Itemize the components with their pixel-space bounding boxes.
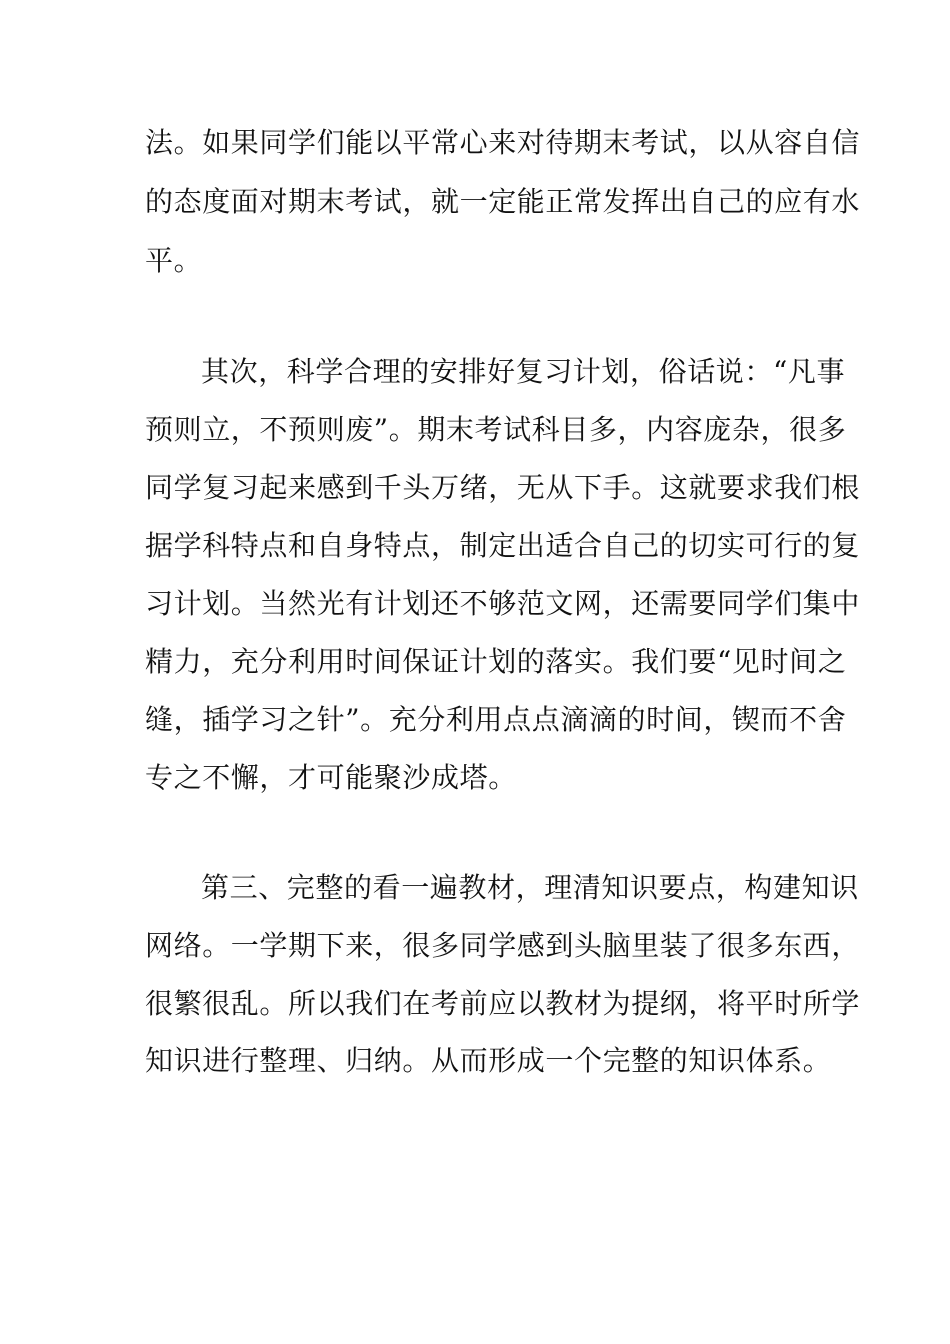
text-line: 专之不懈，才可能聚沙成塔。 bbox=[145, 761, 517, 794]
text-line: 网络。一学期下来，很多同学感到头脑里装了很多东西， bbox=[145, 929, 861, 962]
text-line: 据学科特点和自身特点，制定出适合自己的切实可行的复 bbox=[145, 529, 861, 562]
text-line: 知识进行整理、归纳。从而形成一个完整的知识体系。 bbox=[145, 1044, 832, 1077]
text-line: 精力，充分利用时间保证计划的落实。我们要“见时间之 bbox=[145, 645, 847, 678]
text-line: 很繁很乱。所以我们在考前应以教材为提纲，将平时所学 bbox=[145, 987, 861, 1020]
text-line: 的态度面对期末考试，就一定能正常发挥出自己的应有水 bbox=[145, 185, 861, 218]
text-line: 习计划。当然光有计划还不够范文网，还需要同学们集中 bbox=[145, 587, 861, 620]
text-line: 其次，科学合理的安排好复习计划，俗话说：“凡事 bbox=[201, 355, 846, 388]
text-line: 缝，插学习之针”。充分利用点点滴滴的时间，锲而不舍 bbox=[145, 703, 847, 736]
text-line: 同学复习起来感到千头万绪，无从下手。这就要求我们根 bbox=[145, 471, 861, 504]
text-line: 预则立，不预则废”。期末考试科目多，内容庞杂，很多 bbox=[145, 413, 847, 446]
text-line: 平。 bbox=[145, 244, 203, 277]
text-line: 第三、完整的看一遍教材，理清知识要点，构建知识 bbox=[201, 871, 859, 904]
text-line: 法。如果同学们能以平常心来对待期末考试，以从容自信 bbox=[145, 126, 861, 159]
